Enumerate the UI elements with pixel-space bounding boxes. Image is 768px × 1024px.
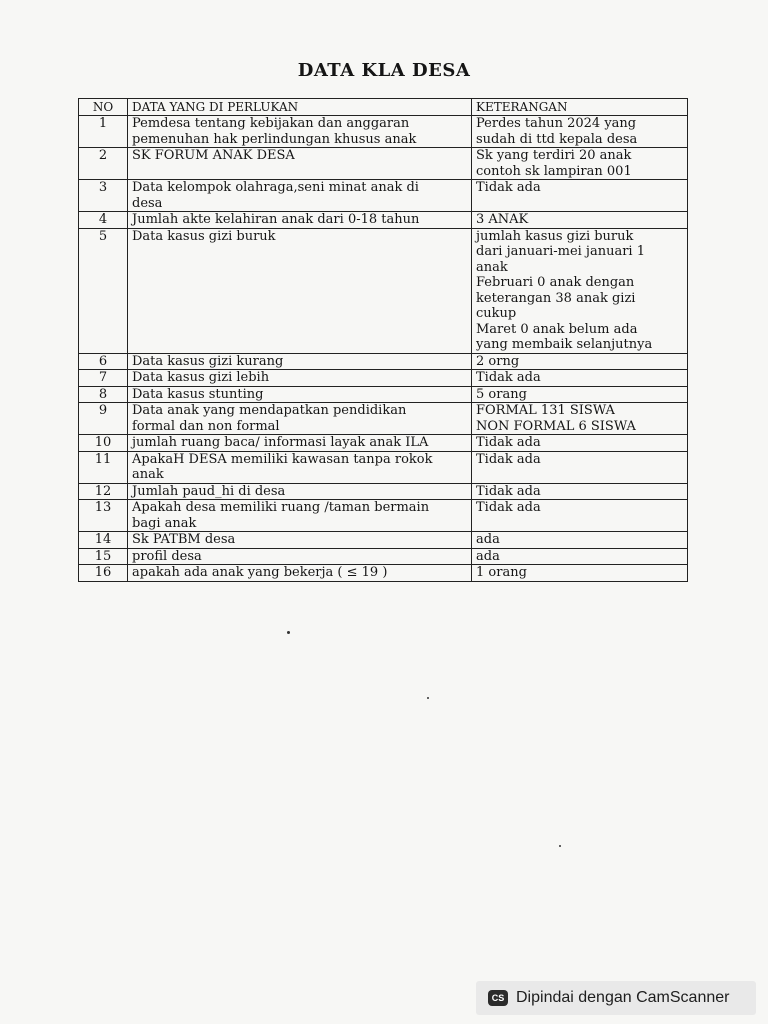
row-keterangan: Tidak ada <box>472 435 688 452</box>
row-no: 1 <box>79 116 128 148</box>
row-no: 9 <box>79 403 128 435</box>
watermark-label: Dipindai dengan CamScanner <box>516 989 730 1006</box>
table-row <box>79 435 688 452</box>
row-data: SK FORUM ANAK DESA <box>128 148 472 180</box>
row-keterangan: 5 orang <box>472 386 688 403</box>
row-data: Data anak yang mendapatkan pendidikan formal dan non formal <box>128 403 472 435</box>
camscanner-logo-icon: CS <box>488 990 508 1006</box>
table-header-row <box>79 99 688 116</box>
table-row <box>79 386 688 403</box>
row-keterangan: Tidak ada <box>472 370 688 387</box>
row-data: ApakaH DESA memiliki kawasan tanpa rokok anak <box>128 451 472 483</box>
row-no: 7 <box>79 370 128 387</box>
table-row <box>79 483 688 500</box>
row-keterangan: 2 orng <box>472 353 688 370</box>
row-keterangan: Perdes tahun 2024 yang sudah di ttd kepala desa <box>472 116 688 148</box>
row-no: 16 <box>79 565 128 582</box>
row-keterangan: ada <box>472 532 688 549</box>
row-keterangan: ada <box>472 548 688 565</box>
row-keterangan: 3 ANAK <box>472 212 688 229</box>
row-data: Pemdesa tentang kebijakan dan anggaran pemenuhan hak perlindungan khusus anak <box>128 116 472 148</box>
table-row <box>79 370 688 387</box>
scan-speck <box>287 631 290 634</box>
row-no: 13 <box>79 500 128 532</box>
header-keterangan: KETERANGAN <box>472 99 688 116</box>
row-data: Jumlah akte kelahiran anak dari 0-18 tahun <box>128 212 472 229</box>
table-row <box>79 451 688 483</box>
table-row <box>79 548 688 565</box>
row-no: 8 <box>79 386 128 403</box>
table-row <box>79 116 688 148</box>
scanner-watermark <box>476 981 756 1015</box>
table-row <box>79 180 688 212</box>
table-row <box>79 212 688 229</box>
row-keterangan: Tidak ada <box>472 500 688 532</box>
row-no: 3 <box>79 180 128 212</box>
row-data: Sk PATBM desa <box>128 532 472 549</box>
row-no: 12 <box>79 483 128 500</box>
row-data: Data kasus stunting <box>128 386 472 403</box>
row-data: jumlah ruang baca/ informasi layak anak ILA <box>128 435 472 452</box>
data-table <box>78 98 688 582</box>
scan-speck <box>427 697 429 699</box>
table-row <box>79 565 688 582</box>
row-data: Jumlah paud_hi di desa <box>128 483 472 500</box>
row-no: 2 <box>79 148 128 180</box>
row-data: Data kelompok olahraga,seni minat anak di desa <box>128 180 472 212</box>
row-no: 5 <box>79 228 128 353</box>
row-keterangan: 1 orang <box>472 565 688 582</box>
table-row <box>79 228 688 353</box>
row-no: 14 <box>79 532 128 549</box>
table-row <box>79 353 688 370</box>
row-data: Data kasus gizi buruk <box>128 228 472 353</box>
table-row <box>79 532 688 549</box>
row-data: apakah ada anak yang bekerja ( ≤ 19 ) <box>128 565 472 582</box>
row-no: 10 <box>79 435 128 452</box>
row-no: 15 <box>79 548 128 565</box>
header-data: DATA YANG DI PERLUKAN <box>128 99 472 116</box>
row-keterangan: FORMAL 131 SISWA NON FORMAL 6 SISWA <box>472 403 688 435</box>
table-row <box>79 403 688 435</box>
row-keterangan: Sk yang terdiri 20 anak contoh sk lampiran 001 <box>472 148 688 180</box>
row-no: 4 <box>79 212 128 229</box>
row-keterangan: Tidak ada <box>472 180 688 212</box>
row-keterangan: Tidak ada <box>472 483 688 500</box>
table-row <box>79 148 688 180</box>
row-data: Data kasus gizi lebih <box>128 370 472 387</box>
row-keterangan: jumlah kasus gizi buruk dari januari-mei januari 1 anak Februari 0 anak dengan keterangan 38 anak gizi cukup Maret 0 anak belum ada yang membaik selanjutnya <box>472 228 688 353</box>
row-data: profil desa <box>128 548 472 565</box>
row-no: 6 <box>79 353 128 370</box>
table-body <box>79 116 688 582</box>
row-no: 11 <box>79 451 128 483</box>
table-row <box>79 500 688 532</box>
row-keterangan: Tidak ada <box>472 451 688 483</box>
row-data: Apakah desa memiliki ruang /taman bermain bagi anak <box>128 500 472 532</box>
header-no: NO <box>79 99 128 116</box>
document-title: DATA KLA DESA <box>297 60 471 81</box>
scan-speck <box>559 845 561 847</box>
row-data: Data kasus gizi kurang <box>128 353 472 370</box>
